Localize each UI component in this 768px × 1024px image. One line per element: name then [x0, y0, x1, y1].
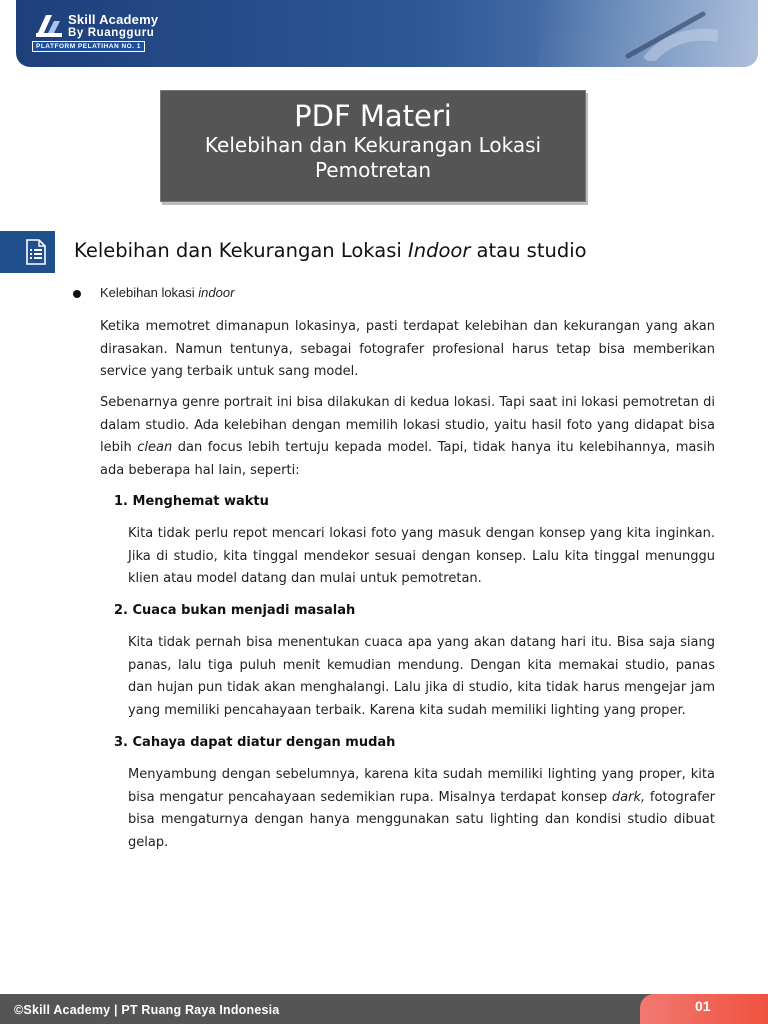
- paragraph-studio: Sebenarnya genre portrait ini bisa dilakukan di kedua lokasi. Tapi saat ini lokasi pemotretan di dalam studio. Ada kelebihan dengan memilih lokasi studio, yaitu hasil foto yang didapat bisa lebih clean dan focus lebih tertuju kepada model. Tapi, tidak hanya itu kelebihannya, masih ada beberapa hal lain, seperti:: [100, 395, 715, 478]
- page-title: PDF Materi: [294, 99, 452, 133]
- page-subtitle-line1: Kelebihan dan Kekurangan Lokasi: [204, 133, 542, 157]
- section-tab: [0, 231, 55, 273]
- section-title: Kelebihan dan Kekurangan Lokasi Indoor atau studio: [74, 239, 587, 262]
- header-banner: [16, 0, 758, 67]
- page-number-tab: [640, 994, 768, 1024]
- brand-tagline: PLATFORM PELATIHAN NO. 1: [32, 41, 145, 52]
- paragraph-intro: Ketika memotret dimanapun lokasinya, pasti terdapat kelebihan dan kekurangan yang akan dirasakan. Namun tentunya, sebagai fotografer profesional harus tetap bisa memberikan service yang terbaik untuk sang model.: [100, 319, 715, 379]
- footer-copyright: ©Skill Academy | PT Ruang Raya Indonesia: [14, 1003, 280, 1017]
- page-subtitle-line2: Pemotretan: [314, 158, 432, 182]
- page-number: 01: [695, 998, 711, 1014]
- bullet-dot: [73, 290, 81, 298]
- item-body-2: Kita tidak pernah bisa menentukan cuaca apa yang akan datang hari itu. Bisa saja siang panas, lalu tiga puluh menit kemudian mendung. Dengan kita memakai studio, panas dan hujan pun tidak akan menghalangi. Lalu jika di studio, kita tidak harus mengejar jam yang memiliki pencahayaan terbaik. Karena kita sudah memiliki lighting yang proper.: [128, 635, 715, 718]
- brand-byline: By Ruangguru: [68, 27, 155, 39]
- brand-name: Skill Academy: [68, 12, 159, 27]
- brand-logo: [34, 13, 158, 40]
- skill-academy-logo-icon: [34, 13, 64, 39]
- item-heading-2: 2. Cuaca bukan menjadi masalah: [114, 603, 356, 618]
- document-list-icon: [26, 239, 46, 265]
- item-body-3: Menyambung dengan sebelumnya, karena kita sudah memiliki lighting yang proper, kita bisa mengatur pencahayaan sedemikian rupa. Misalnya terdapat konsep dark, fotografer bisa mengaturnya dengan hanya menggunakan satu lighting dan kondisi studio dibuat gelap.: [128, 767, 715, 850]
- item-body-1: Kita tidak perlu repot mencari lokasi foto yang masuk dengan konsep yang kita inginkan. Jika di studio, kita tinggal mendekor sesuai dengan konsep. Lalu kita tinggal menunggu klien atau model datang dan mulai untuk pemotretan.: [128, 526, 715, 586]
- item-heading-3: 3. Cahaya dapat diatur dengan mudah: [114, 735, 396, 750]
- bullet-label: Kelebihan lokasi indoor: [100, 285, 235, 300]
- title-box: [160, 90, 586, 202]
- pencil-hand-icon: [608, 6, 718, 61]
- item-heading-1: 1. Menghemat waktu: [114, 494, 269, 509]
